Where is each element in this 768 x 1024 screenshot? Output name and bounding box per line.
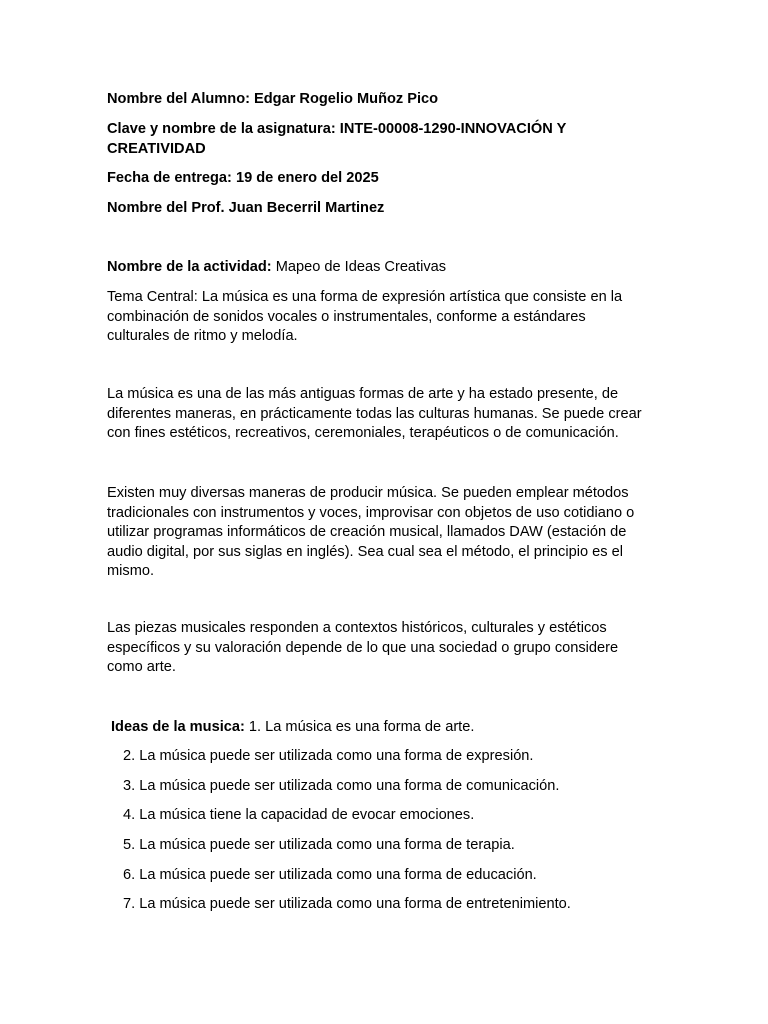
delivery-date: Fecha de entrega: 19 de enero del 2025 [107,170,379,186]
student-name: Nombre del Alumno: Edgar Rogelio Muñoz Pico [107,91,439,107]
paragraph-production: Existen muy diversas maneras de producir música. Se pueden emplear métodos tradicionales con instrumentos y voces, improvisar con objetos de uso cotidiano o utilizar programas informáticos de creación musical, llamados DAW (estación de audio digital, por sus siglas en inglés). Sea cual sea el método, el principio es el mismo. [107,485,635,579]
idea-item: 2. La música puede ser utilizada como una forma de expresión. [123,748,534,764]
idea-item: 6. La música puede ser utilizada como una forma de educación. [123,867,537,883]
idea-item: 3. La música puede ser utilizada como una forma de comunicación. [123,778,560,794]
subject-name: Clave y nombre de la asignatura: INTE-00008-1290-INNOVACIÓN Y CREATIVIDAD [107,121,567,157]
ideas-list-heading [111,718,671,738]
activity-label: Nombre de la actividad: [107,259,272,275]
idea-item: 4. La música tiene la capacidad de evocar emociones. [123,807,475,823]
paragraph-history: La música es una de las más antiguas formas de arte y ha estado presente, de diferentes maneras, en prácticamente todas las culturas humanas. Se puede crear con fines estéticos, recreativos, ceremoniales, terapéuticos o de comunicación. [107,386,642,441]
idea-item: 7. La música puede ser utilizada como una forma de entretenimiento. [123,896,571,912]
activity-value: Mapeo de Ideas Creativas [271,259,447,275]
activity-name [107,258,667,278]
idea-item: 5. La música puede ser utilizada como una forma de terapia. [123,837,515,853]
idea-item: 1. La música es una forma de arte. [244,719,475,735]
ideas-label: Ideas de la musica: [111,719,245,735]
paragraph-central-theme: Tema Central: La música es una forma de expresión artística que consiste en la combinación de sonidos vocales o instrumentales, conforme a estándares culturales de ritmo y melodía. [107,289,623,344]
paragraph-context: Las piezas musicales responden a contextos históricos, culturales y estéticos específicos y su valoración depende de lo que una sociedad o grupo considere como arte. [107,620,619,675]
professor-name: Nombre del Prof. Juan Becerril Martinez [107,200,385,216]
